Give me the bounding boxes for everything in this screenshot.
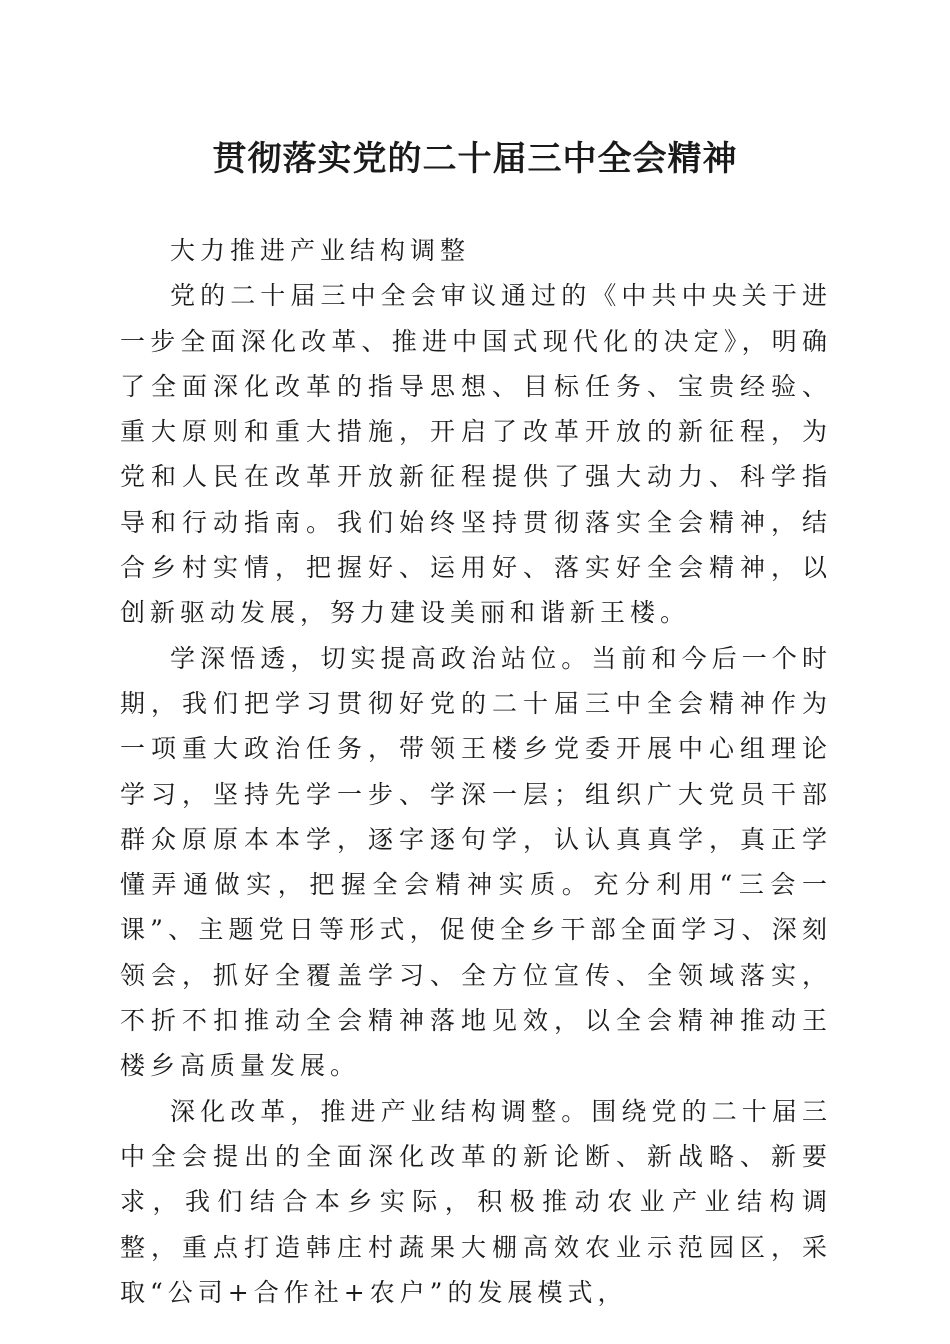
paragraph: 党的二十届三中全会审议通过的《中共中央关于进一步全面深化改革、推进中国式现代化的决定》，明确了全面深化改革的指导思想、目标任务、宝贵经验、重大原则和重大措施，开启了改革开放的新征程，为党和人民在改革开放新征程提供了强大动力、科学指导和行动指南。我们始终坚持贯彻落实全会精神，结合乡村实情，把握好、运用好、落实好全会精神，以创新驱动发展，努力建设美丽和谐新王楼。 [120,281,832,628]
document-body [120,228,832,1315]
document-subtitle: 大力推进产业结构调整 [170,236,471,265]
paragraph: 学深悟透，切实提高政治站位。当前和今后一个时期，我们把学习贯彻好党的二十届三中全会精神作为一项重大政治任务，带领王楼乡党委开展中心组理论学习，坚持先学一步、学深一层；组织广大党员干部群众原原本本学，逐字逐句学，认认真真学，真正学懂弄通做实，把握全会精神实质。充分利用“三会一课”、主题党日等形式，促使全乡干部全面学习、深刻领会，抓好全覆盖学习、全方位宣传、全领域落实，不折不扣推动全会精神落地见效，以全会精神推动王楼乡高质量发展。 [120,643,832,1081]
document-title: 贯彻落实党的二十届三中全会精神 [212,139,738,179]
paragraph: 深化改革，推进产业结构调整。围绕党的二十届三中全会提出的全面深化改革的新论断、新战略、新要求，我们结合本乡实际，积极推动农业产业结构调整，重点打造韩庄村蔬果大棚高效农业示范园区，采取“公司+合作社+农户”的发展模式， [120,1096,832,1307]
